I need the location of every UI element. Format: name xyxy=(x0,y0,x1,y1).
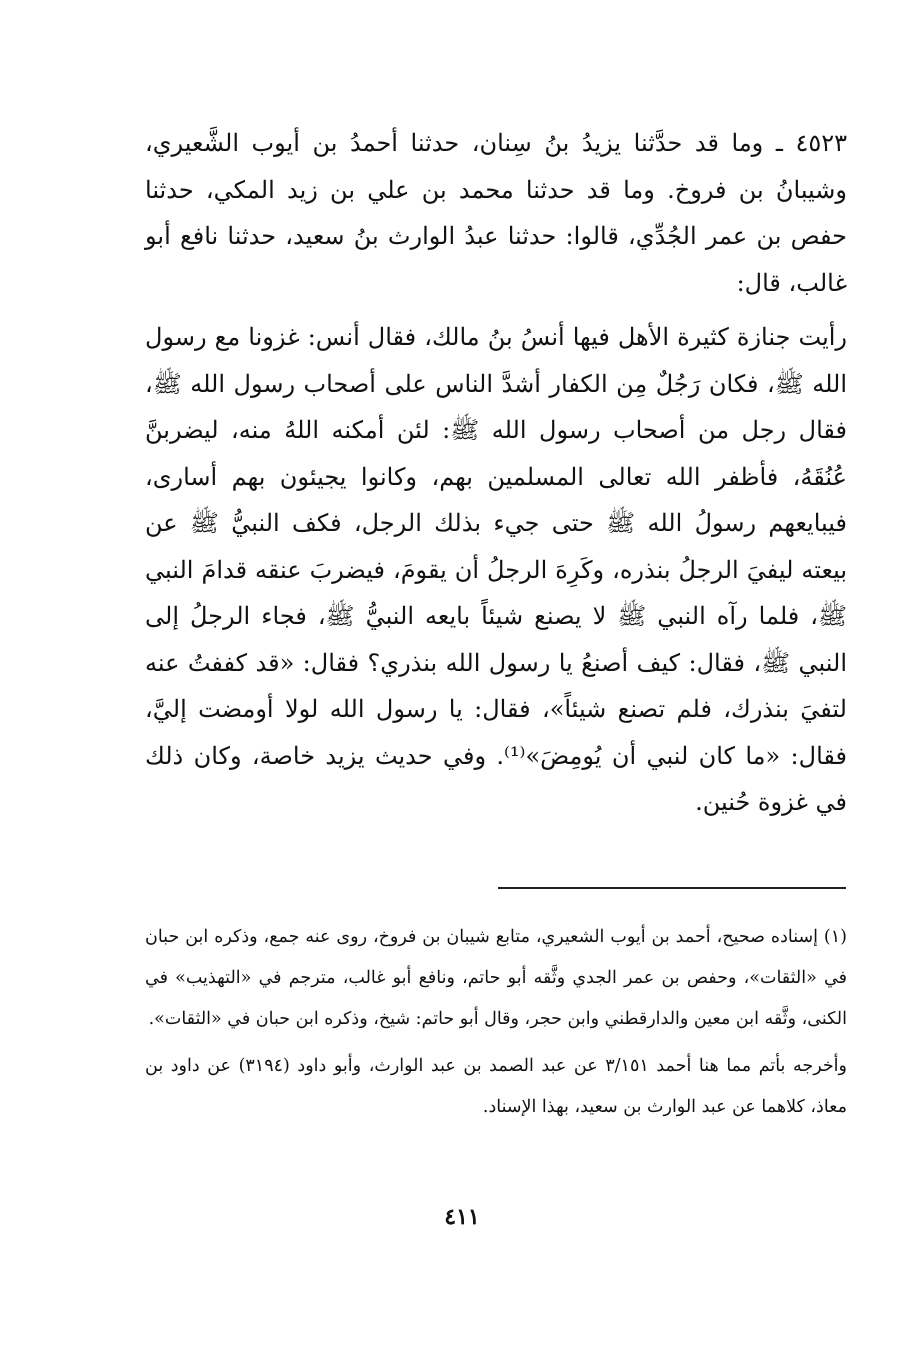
footnotes xyxy=(145,917,847,1128)
hadith-isnad-paragraph: ٤٥٢٣ ـ وما قد حدَّثنا يزيدُ بنُ سِنان، حدثنا أحمدُ بن أيوب الشَّعيري، وشيبانُ بن فروخ. وما قد حدثنا محمد بن علي بن زيد المكي، حدثنا حفص بن عمر الجُدِّي، قالوا: حدثنا عبدُ الوارث بنُ سعيد، حدثنا نافع أبو غالب، قال: xyxy=(145,129,847,297)
footnote-separator xyxy=(498,887,846,889)
footnote-1-continuation: وأخرجه بأتم مما هنا أحمد ٣/١٥١ عن عبد الصمد بن عبد الوارث، وأبو داود (٣١٩٤) عن داود بن معاذ، كلاهما عن عبد الوارث بن سعيد، بهذا الإسناد. xyxy=(145,1056,847,1117)
hadith-text xyxy=(145,120,847,826)
footnote-1: (١) إسناده صحيح، أحمد بن أيوب الشعيري، متابع شيبان بن فروخ، روى عنه جمع، وذكره ابن حبان في «الثقات»، وحفص بن عمر الجدي وثَّقه أبو حاتم، ونافع أبو غالب، مترجم في «التهذيب» في الكنى، وثَّقه ابن معين والدارقطني وابن حجر، وقال أبو حاتم: شيخ، وذكره ابن حبان في «الثقات». xyxy=(145,927,847,1029)
page-number: ٤١١ xyxy=(444,1204,480,1230)
page-body xyxy=(145,120,847,826)
hadith-matn-paragraph: رأيت جنازة كثيرة الأهل فيها أنسُ بنُ مالك، فقال أنس: غزونا مع رسول الله ﷺ، فكان رَجُلٌ مِن الكفار أشدَّ الناس على أصحاب رسول الله ﷺ، فقال رجل من أصحاب رسول الله ﷺ: لئن أمكنه اللهُ منه، ليضربنَّ عُنُقَهُ، فأظفر الله تعالى المسلمين بهم، وكانوا يجيئون بهم أسارى، فيبايعهم رسولُ الله ﷺ حتى جيء بذلك الرجل، فكف النبيُّ ﷺ عن بيعته ليفيَ الرجلُ بنذره، وكَرِهَ الرجلُ أن يقومَ، فيضربَ عنقه قدامَ النبي ﷺ، فلما رآه النبي ﷺ لا يصنع شيئاً بايعه النبيُّ ﷺ، فجاء الرجلُ إلى النبي ﷺ، فقال: كيف أصنعُ يا رسول الله بنذري؟ فقال: «قد كففتُ عنه لتفيَ بنذرك، فلم تصنع شيئاً»، فقال: يا رسول الله لولا أومضت إليَّ، فقال: «ما كان لنبي أن يُومِضَ»⁽¹⁾. وفي حديث يزيد خاصة، وكان ذلك في غزوة حُنين. xyxy=(145,323,847,816)
